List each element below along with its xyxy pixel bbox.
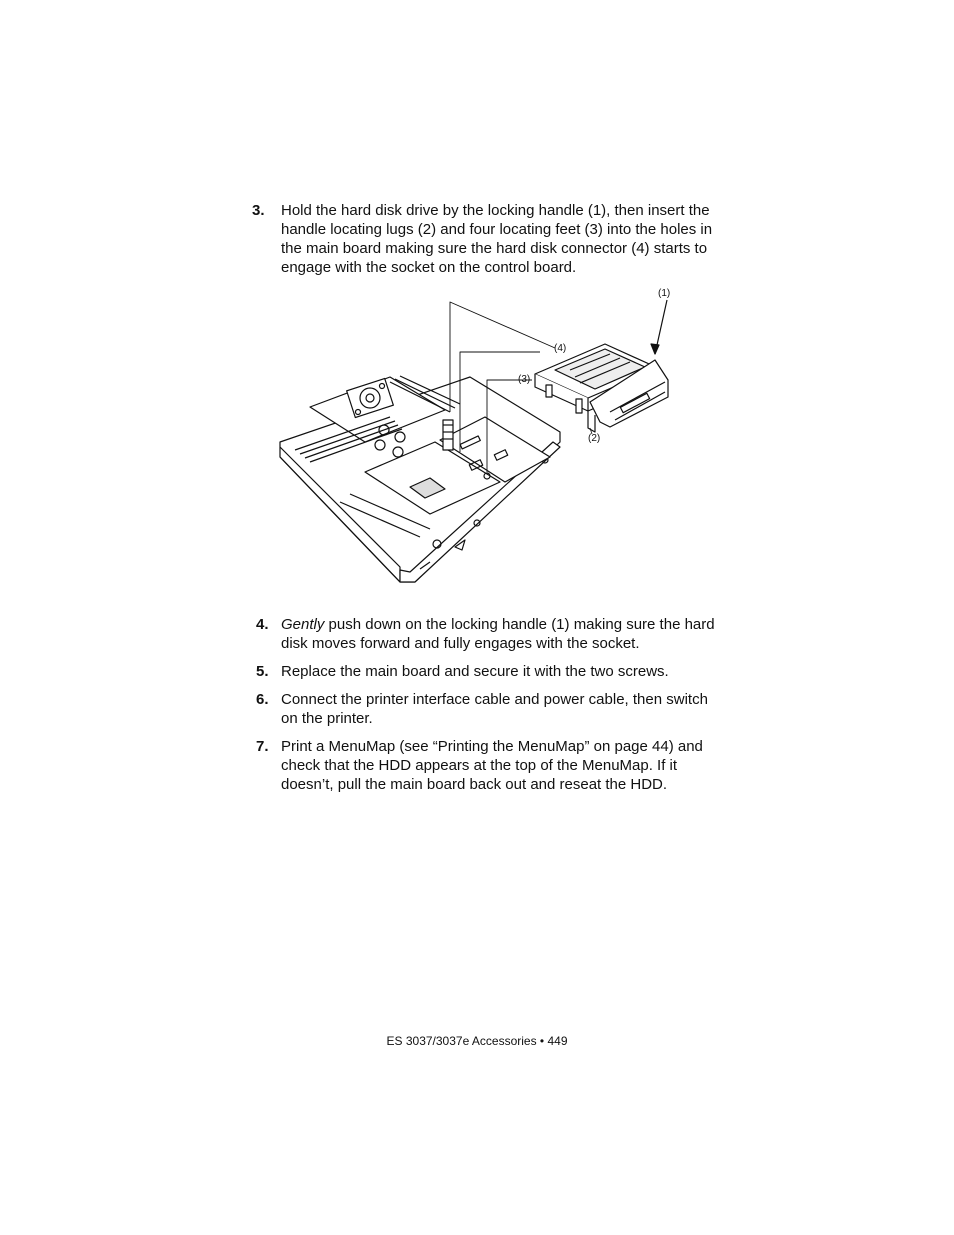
step-6 (256, 690, 726, 728)
step-7 (256, 737, 726, 794)
step-number: 3. (252, 202, 265, 219)
callout-4: (4) (554, 343, 567, 354)
step-text: Hold the hard disk drive by the locking handle (1), then insert the handle locating lugs (2) and four locating feet (3) into the holes in the main board making sure the hard disk connector (4) starts to engage with the socket on the control board. (281, 202, 713, 276)
callout-3: (3) (518, 374, 531, 385)
step-5 (256, 662, 726, 681)
step-text (281, 615, 726, 653)
step-number: 5. (256, 663, 269, 680)
callout-1: (1) (658, 288, 671, 299)
step-3 (252, 201, 722, 277)
hdd-installation-illustration (270, 282, 690, 587)
callout-2: (2) (588, 433, 601, 444)
step-text: Replace the main board and secure it with the two screws. (281, 663, 669, 680)
step-number: 6. (256, 691, 269, 708)
step-text-rest: push down on the locking handle (1) making sure the hard disk moves forward and fully engages with the socket. (281, 616, 715, 652)
step-4 (256, 615, 726, 653)
hdd-board-diagram (270, 282, 690, 587)
step-emphasis: Gently (281, 616, 325, 633)
step-text: Connect the printer interface cable and power cable, then switch on the printer. (281, 691, 708, 727)
step-number: 4. (256, 616, 269, 633)
step-number: 7. (256, 738, 269, 755)
page-footer: ES 3037/3037e Accessories • 449 (386, 1034, 568, 1048)
step-text: Print a MenuMap (see “Printing the MenuMap” on page 44) and check that the HDD appears at the top of the MenuMap. If it doesn’t, pull the main board back out and reseat the HDD. (281, 738, 703, 793)
